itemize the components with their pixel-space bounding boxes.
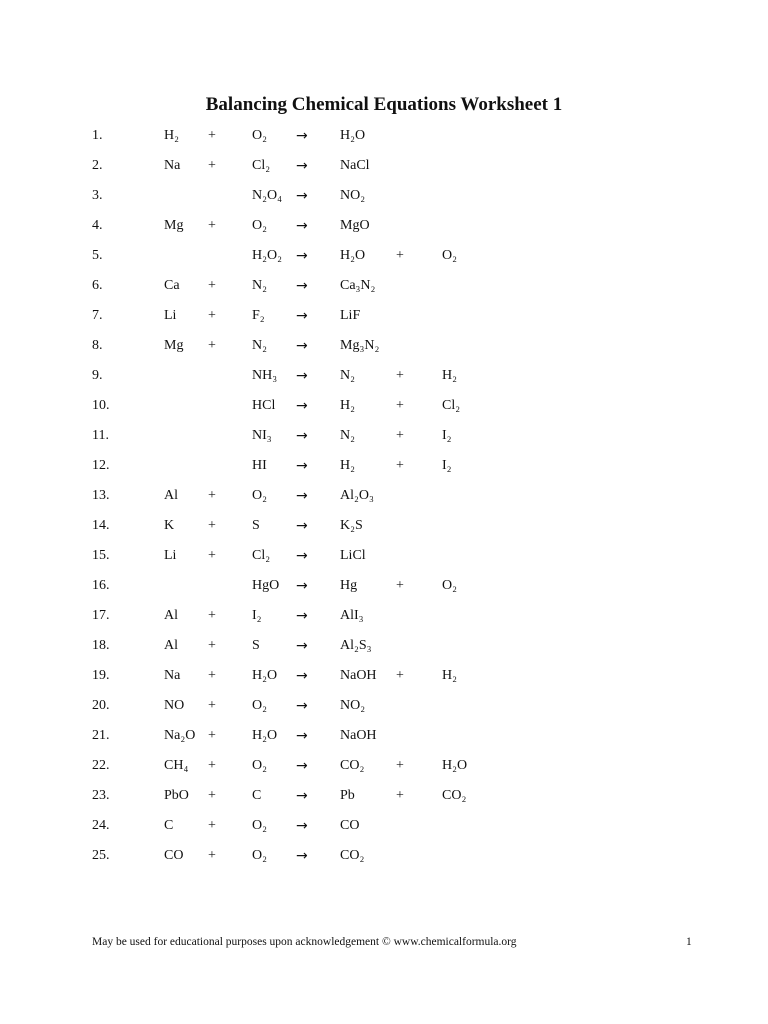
equation-row — [0, 636, 768, 666]
plus-sign: + — [208, 518, 216, 533]
reactant-2: HCl — [252, 398, 276, 413]
reactant-2: NH₃ — [252, 368, 278, 383]
reactant-2: F₂ — [252, 308, 265, 323]
product-1: H₂O — [340, 248, 366, 263]
equation-row — [0, 306, 768, 336]
product-1: N₂ — [340, 428, 355, 443]
reactant-1: Na — [164, 668, 181, 683]
reaction-arrow: → — [296, 578, 308, 594]
plus-sign: + — [396, 248, 404, 263]
reactant-1: Na — [164, 158, 181, 173]
plus-sign: + — [396, 368, 404, 383]
product-1: LiF — [340, 308, 361, 323]
reactant-2: Cl₂ — [252, 548, 271, 563]
plus-sign: + — [396, 758, 404, 773]
product-1: NO₂ — [340, 698, 366, 713]
reaction-arrow: → — [296, 128, 308, 144]
equation-row — [0, 606, 768, 636]
product-1: NaCl — [340, 158, 370, 173]
product-2: I₂ — [442, 458, 452, 473]
equation-row — [0, 396, 768, 426]
reactant-2: H₂O₂ — [252, 248, 282, 263]
reaction-arrow: → — [296, 488, 308, 504]
reactant-1: Al — [164, 488, 178, 503]
reaction-arrow: → — [296, 308, 308, 324]
product-1: MgO — [340, 218, 370, 233]
equation-row — [0, 786, 768, 816]
product-2: CO₂ — [442, 788, 467, 803]
equation-number: 3. — [92, 188, 103, 203]
reactant-1: NO — [164, 698, 185, 713]
equation-list — [0, 126, 768, 876]
product-1: LiCl — [340, 548, 366, 563]
equation-number: 11. — [92, 428, 109, 443]
product-1: H₂ — [340, 398, 355, 413]
reactant-2: O₂ — [252, 758, 267, 773]
product-1: AlI₃ — [340, 608, 364, 623]
reactant-1: C — [164, 818, 174, 833]
reactant-2: H₂O — [252, 728, 278, 743]
plus-sign: + — [208, 608, 216, 623]
equation-number: 2. — [92, 158, 103, 173]
equation-row — [0, 156, 768, 186]
plus-sign: + — [396, 788, 404, 803]
equation-number: 24. — [92, 818, 110, 833]
page-title: Balancing Chemical Equations Worksheet 1 — [205, 94, 563, 115]
product-1: N₂ — [340, 368, 355, 383]
reactant-2: O₂ — [252, 698, 267, 713]
reactant-2: S — [252, 638, 260, 653]
equation-row — [0, 186, 768, 216]
plus-sign: + — [208, 728, 216, 743]
product-2: H₂O — [442, 758, 468, 773]
equation-number: 10. — [92, 398, 110, 413]
plus-sign: + — [208, 698, 216, 713]
product-1: Mg₃N₂ — [340, 338, 380, 353]
equation-number: 25. — [92, 848, 110, 863]
equation-row — [0, 696, 768, 726]
reaction-arrow: → — [296, 158, 308, 174]
equation-number: 14. — [92, 518, 110, 533]
equation-row — [0, 336, 768, 366]
reactant-2: S — [252, 518, 260, 533]
reactant-1: K — [164, 518, 175, 533]
reaction-arrow: → — [296, 728, 308, 744]
equation-row — [0, 816, 768, 846]
reactant-1: Mg — [164, 338, 184, 353]
product-2: H₂ — [442, 668, 457, 683]
plus-sign: + — [208, 818, 216, 833]
plus-sign: + — [208, 758, 216, 773]
plus-sign: + — [208, 128, 216, 143]
reactant-1: Mg — [164, 218, 184, 233]
reaction-arrow: → — [296, 368, 308, 384]
product-1: CO — [340, 818, 360, 833]
equation-row — [0, 846, 768, 876]
reactant-1: Ca — [164, 278, 180, 293]
reaction-arrow: → — [296, 338, 308, 354]
equation-number: 4. — [92, 218, 103, 233]
reaction-arrow: → — [296, 398, 308, 414]
product-1: NaOH — [340, 668, 377, 683]
equation-number: 6. — [92, 278, 103, 293]
reactant-2: Cl₂ — [252, 158, 271, 173]
reactant-2: O₂ — [252, 128, 267, 143]
plus-sign: + — [208, 488, 216, 503]
plus-sign: + — [396, 428, 404, 443]
plus-sign: + — [208, 308, 216, 323]
product-2: I₂ — [442, 428, 452, 443]
equation-number: 19. — [92, 668, 110, 683]
reactant-1: Li — [164, 548, 177, 563]
reactant-1: Al — [164, 638, 178, 653]
plus-sign: + — [396, 578, 404, 593]
reactant-1: PbO — [164, 788, 189, 803]
equation-row — [0, 726, 768, 756]
product-1: NO₂ — [340, 188, 366, 203]
reactant-1: Al — [164, 608, 178, 623]
equation-row — [0, 666, 768, 696]
reactant-2: O₂ — [252, 818, 267, 833]
product-1: CO₂ — [340, 758, 365, 773]
equation-number: 21. — [92, 728, 110, 743]
equation-row — [0, 276, 768, 306]
reactant-2: N₂ — [252, 278, 267, 293]
equation-number: 5. — [92, 248, 103, 263]
equation-number: 22. — [92, 758, 110, 773]
reaction-arrow: → — [296, 848, 308, 864]
plus-sign: + — [396, 398, 404, 413]
reaction-arrow: → — [296, 188, 308, 204]
equation-row — [0, 456, 768, 486]
equation-number: 23. — [92, 788, 110, 803]
product-1: Ca₃N₂ — [340, 278, 376, 293]
product-2: Cl₂ — [442, 398, 461, 413]
reaction-arrow: → — [296, 428, 308, 444]
equation-number: 12. — [92, 458, 110, 473]
reactant-2: HgO — [252, 578, 280, 593]
reaction-arrow: → — [296, 638, 308, 654]
equation-number: 18. — [92, 638, 110, 653]
product-1: Al₂O₃ — [340, 488, 374, 503]
reaction-arrow: → — [296, 278, 308, 294]
reaction-arrow: → — [296, 458, 308, 474]
product-1: CO₂ — [340, 848, 365, 863]
product-1: H₂O — [340, 128, 366, 143]
equation-row — [0, 246, 768, 276]
equation-number: 7. — [92, 308, 103, 323]
product-1: H₂ — [340, 458, 355, 473]
equation-number: 15. — [92, 548, 110, 563]
reactant-2: O₂ — [252, 848, 267, 863]
reaction-arrow: → — [296, 518, 308, 534]
page-number: 1 — [686, 936, 692, 948]
equation-number: 1. — [92, 128, 103, 143]
reactant-2: C — [252, 788, 262, 803]
reaction-arrow: → — [296, 698, 308, 714]
plus-sign: + — [396, 458, 404, 473]
equation-number: 8. — [92, 338, 103, 353]
reactant-2: I₂ — [252, 608, 262, 623]
equation-row — [0, 756, 768, 786]
product-1: Hg — [340, 578, 358, 593]
equation-number: 9. — [92, 368, 103, 383]
reactant-1: Na₂O — [164, 728, 196, 743]
reactant-2: H₂O — [252, 668, 278, 683]
equation-row — [0, 366, 768, 396]
plus-sign: + — [208, 548, 216, 563]
plus-sign: + — [208, 848, 216, 863]
plus-sign: + — [208, 278, 216, 293]
product-2: O₂ — [442, 578, 457, 593]
reactant-1: Li — [164, 308, 177, 323]
plus-sign: + — [396, 668, 404, 683]
reactant-2: HI — [252, 458, 267, 473]
reaction-arrow: → — [296, 218, 308, 234]
equation-row — [0, 486, 768, 516]
reaction-arrow: → — [296, 608, 308, 624]
reactant-2: O₂ — [252, 488, 267, 503]
reactant-1: CO — [164, 848, 184, 863]
equation-row — [0, 426, 768, 456]
product-2: H₂ — [442, 368, 457, 383]
reactant-2: N₂O₄ — [252, 188, 282, 203]
equation-row — [0, 546, 768, 576]
product-1: NaOH — [340, 728, 377, 743]
reaction-arrow: → — [296, 248, 308, 264]
product-1: Al₂S₃ — [340, 638, 372, 653]
equation-number: 20. — [92, 698, 110, 713]
equation-row — [0, 126, 768, 156]
equation-number: 17. — [92, 608, 110, 623]
plus-sign: + — [208, 668, 216, 683]
reactant-1: CH₄ — [164, 758, 189, 773]
reactant-2: N₂ — [252, 338, 267, 353]
plus-sign: + — [208, 638, 216, 653]
equation-number: 16. — [92, 578, 110, 593]
plus-sign: + — [208, 788, 216, 803]
equation-number: 13. — [92, 488, 110, 503]
footer-text: May be used for educational purposes upon acknowledgement © www.chemicalformula.org — [92, 936, 517, 948]
product-1: Pb — [340, 788, 355, 803]
equation-row — [0, 216, 768, 246]
reactant-2: O₂ — [252, 218, 267, 233]
reactant-1: H₂ — [164, 128, 179, 143]
reaction-arrow: → — [296, 548, 308, 564]
reaction-arrow: → — [296, 758, 308, 774]
equation-row — [0, 516, 768, 546]
reactant-2: NI₃ — [252, 428, 272, 443]
equation-row — [0, 576, 768, 606]
product-1: K₂S — [340, 518, 363, 533]
reaction-arrow: → — [296, 668, 308, 684]
reaction-arrow: → — [296, 818, 308, 834]
plus-sign: + — [208, 218, 216, 233]
plus-sign: + — [208, 158, 216, 173]
plus-sign: + — [208, 338, 216, 353]
product-2: O₂ — [442, 248, 457, 263]
reaction-arrow: → — [296, 788, 308, 804]
